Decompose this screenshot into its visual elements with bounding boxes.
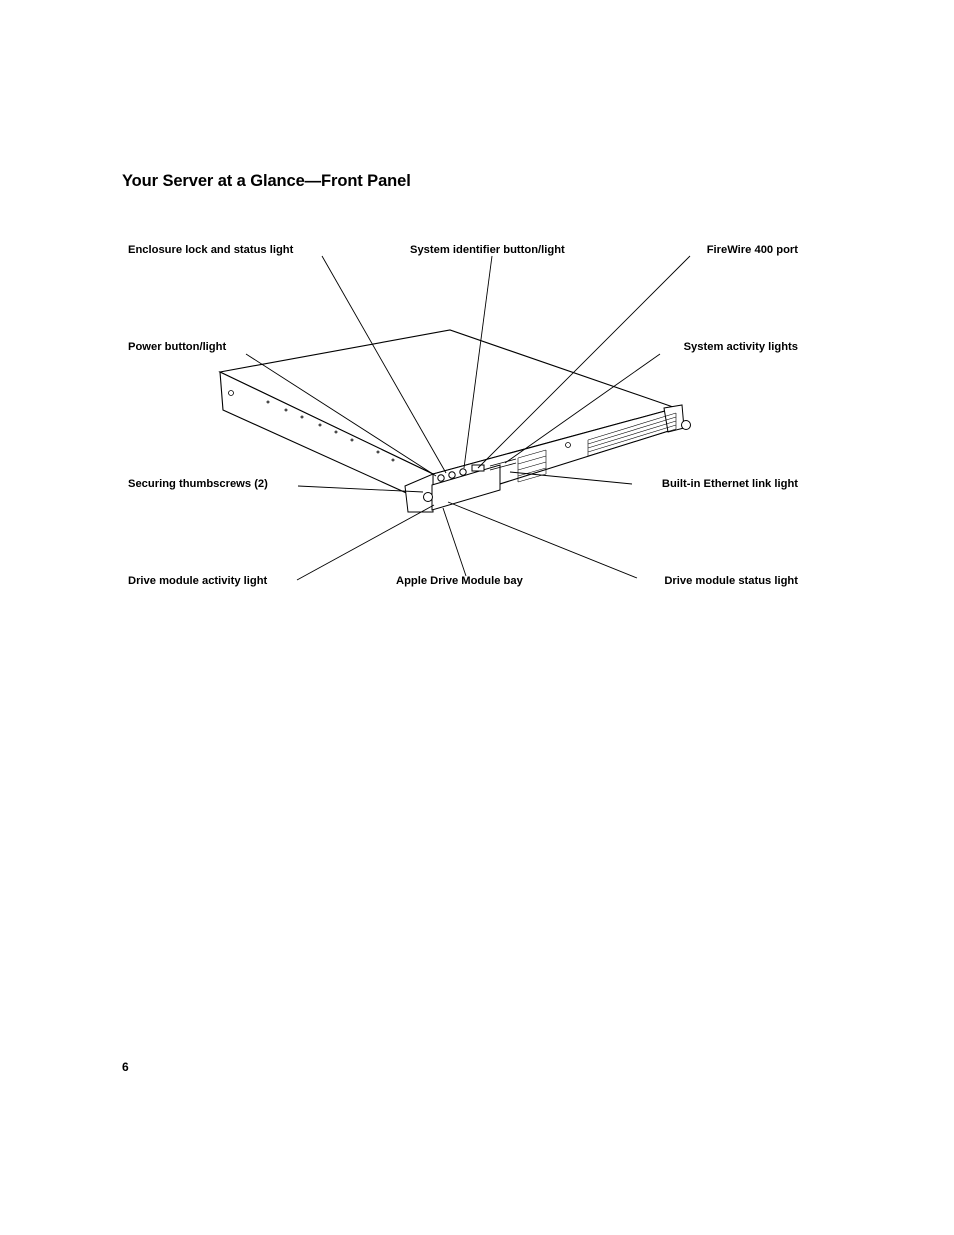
label-power-button: Power button/light	[128, 341, 227, 353]
page-number: 6	[122, 1060, 129, 1074]
label-system-activity: System activity lights	[683, 341, 798, 353]
label-enclosure-lock: Enclosure lock and status light	[128, 244, 294, 256]
page-title: Your Server at a Glance—Front Panel	[122, 172, 411, 190]
label-firewire-port: FireWire 400 port	[706, 244, 798, 256]
label-thumbscrews: Securing thumbscrews (2)	[128, 478, 268, 490]
label-system-identifier: System identifier button/light	[410, 244, 565, 256]
label-drive-bay: Apple Drive Module bay	[396, 575, 523, 587]
server-chassis	[220, 330, 691, 512]
label-drive-status: Drive module status light	[664, 575, 798, 587]
label-ethernet-link: Built-in Ethernet link light	[661, 478, 798, 490]
label-drive-activity: Drive module activity light	[128, 575, 268, 587]
